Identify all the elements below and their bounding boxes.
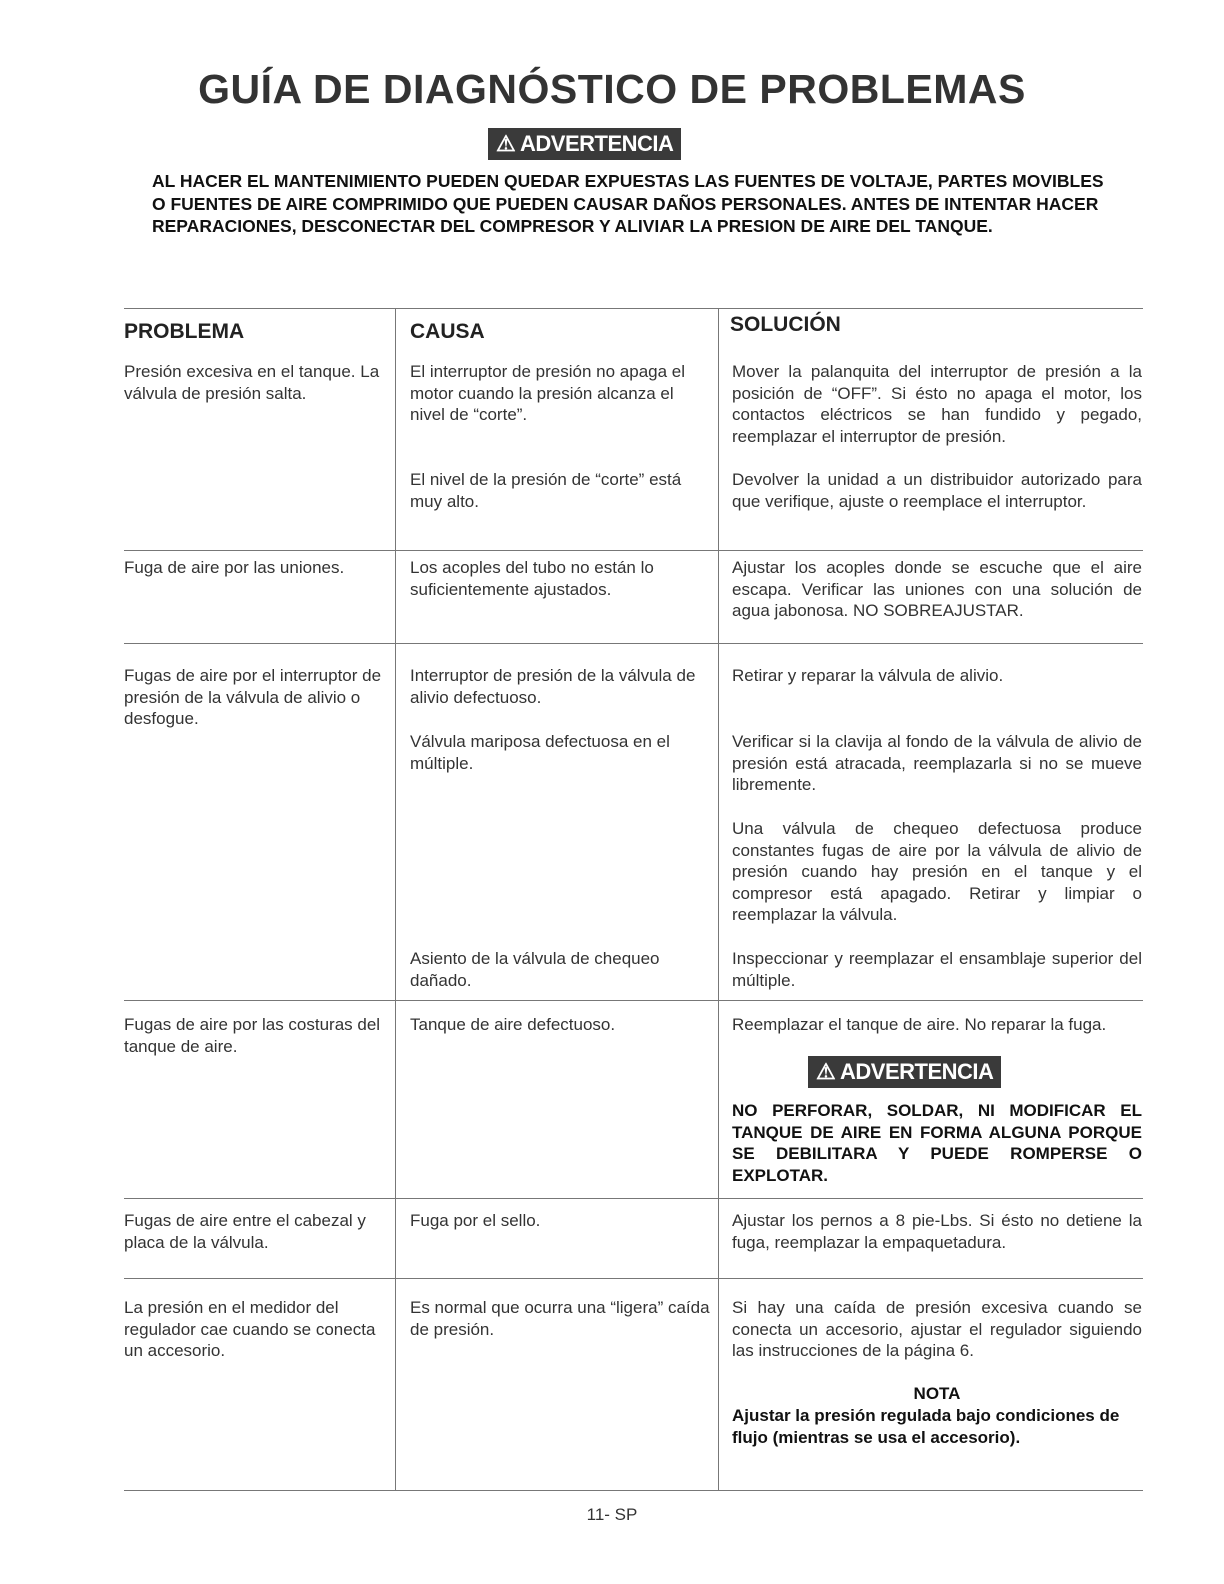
problem-cell: La presión en el medidor del regulador cae cuando se conecta un accesorio. [124,1298,376,1361]
warning-triangle-icon: ⚠ [496,131,516,156]
header-problema: PROBLEMA [124,320,245,343]
header-solucion: SOLUCIÓN [730,313,841,336]
divider [124,1490,1143,1491]
divider [124,550,1143,551]
divider [124,643,1143,644]
cause-cell: Tanque de aire defectuoso. [410,1015,616,1034]
cause-cell: Interruptor de presión de la válvula de alivio defectuoso. [410,666,696,707]
problem-cell: Presión excesiva en el tanque. La válvula de presión salta. [124,362,380,403]
solution-cell: Retirar y reparar la válvula de alivio. [732,666,1004,685]
warning-triangle-icon: ⚠ [816,1059,836,1084]
note-title: NOTA [913,1384,961,1403]
cause-cell: Los acoples del tubo no están lo suficientemente ajustados. [410,558,654,599]
warning-badge: ⚠ ADVERTENCIA [808,1056,1001,1088]
divider [124,308,1143,309]
cause-cell: Es normal que ocurra una “ligera” caída de presión. [410,1298,710,1339]
cause-cell: El nivel de la presión de “corte” está muy alto. [410,470,682,511]
cause-cell: Fuga por el sello. [410,1211,541,1230]
cause-cell: Asiento de la válvula de chequeo dañado. [410,949,660,990]
warning-text: AL HACER EL MANTENIMIENTO PUEDEN QUEDAR EXPUESTAS LAS FUENTES DE VOLTAJE, PARTES MOVIBLES O FUENTES DE AIRE COMPRIMIDO QUE PUEDEN CAUSAR DAÑOS PERSONALES. ANTES DE INTENTAR HACER REPARACIONES, DESCONECTAR DEL COMPRESOR Y ALIVIAR LA PRESION DE AIRE DEL TANQUE. [152,171,1104,236]
page-number: 11- SP [586,1505,638,1524]
problem-cell: Fugas de aire entre el cabezal y placa de la válvula. [124,1211,366,1252]
column-divider [718,308,719,1490]
solution-cell: Mover la palanquita del interruptor de presión a la posición de “OFF”. Si ésto no apaga el motor, los contactos eléctricos se han fundido y pegado, reemplazar el interruptor de presión. [732,362,1142,446]
solution-cell: Si hay una caída de presión excesiva cuando se conecta un accesorio, ajustar el regulador siguiendo las instrucciones de la página 6. [732,1298,1142,1361]
solution-cell: Ajustar los pernos a 8 pie-Lbs. Si ésto no detiene la fuga, reemplazar la empaquetadura. [732,1211,1142,1252]
divider [124,1198,1143,1199]
cause-cell: El interruptor de presión no apaga el motor cuando la presión alcanza el nivel de “corte”. [410,362,686,425]
problem-cell: Fuga de aire por las uniones. [124,558,345,577]
divider [124,1000,1143,1001]
solution-cell: Reemplazar el tanque de aire. No reparar la fuga. [732,1015,1107,1034]
header-causa: CAUSA [410,320,485,343]
note-text: Ajustar la presión regulada bajo condiciones de flujo (mientras se usa el accesorio). [732,1406,1120,1447]
solution-cell: Una válvula de chequeo defectuosa produce constantes fugas de aire por la válvula de alivio de presión cuando hay presión en el tanque y el compresor está apagado. Retirar y limpiar o reemplazar la válvula. [732,819,1142,925]
column-divider [395,308,396,1490]
divider [124,1278,1143,1279]
page-title: GUÍA DE DIAGNÓSTICO DE PROBLEMAS [198,66,1026,112]
solution-cell: Inspeccionar y reemplazar el ensamblaje superior del múltiple. [732,949,1142,990]
solution-cell: Devolver la unidad a un distribuidor autorizado para que verifique, ajuste o reemplace el interruptor. [732,470,1142,511]
solution-cell: Ajustar los acoples donde se escuche que el aire escapa. Verificar las uniones con una solución de agua jabonosa. NO SOBREAJUSTAR. [732,558,1142,621]
problem-cell: Fugas de aire por las costuras del tanque de aire. [124,1015,381,1056]
warning-badge: ⚠ ADVERTENCIA [488,128,681,160]
solution-cell: Verificar si la clavija al fondo de la válvula de alivio de presión está atracada, reemplazarla si no se mueve libremente. [732,732,1142,795]
tank-warning-text: NO PERFORAR, SOLDAR, NI MODIFICAR EL TANQUE DE AIRE EN FORMA ALGUNA PORQUE SE DEBILITARA Y PUEDE ROMPERSE O EXPLOTAR. [732,1101,1142,1185]
problem-cell: Fugas de aire por el interruptor de presión de la válvula de alivio o desfogue. [124,666,382,729]
cause-cell: Válvula mariposa defectuosa en el múltiple. [410,732,670,773]
